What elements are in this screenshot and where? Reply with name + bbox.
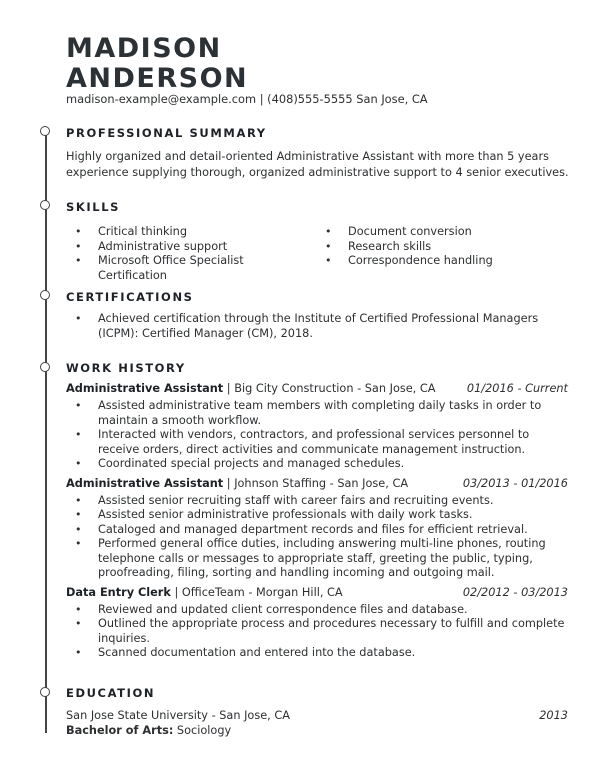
- skills-list-right: [316, 225, 566, 283]
- section-title: WORK HISTORY: [66, 361, 186, 375]
- timeline-node-icon: [40, 687, 50, 697]
- job-bullet: • Assisted senior administrative professionals with daily work tasks.: [66, 508, 570, 523]
- job-role: Administrative Assistant: [66, 382, 224, 395]
- timeline-node-icon: [40, 126, 50, 136]
- skill-item: • Research skills: [316, 240, 566, 255]
- job-bullets: [66, 603, 570, 661]
- job-bullet: • Assisted administrative team members with completing daily tasks in order to maintain a smooth workflow.: [66, 399, 570, 428]
- job-bullet: • Assisted senior recruiting staff with career fairs and recruiting events.: [66, 494, 570, 509]
- job-bullets: [66, 494, 570, 581]
- job-bullet: • Outlined the appropriate process and procedures necessary to fulfill and complete inquiries.: [66, 617, 570, 646]
- section-title: PROFESSIONAL SUMMARY: [66, 126, 267, 140]
- professional-summary-section: [66, 125, 570, 181]
- degree-label: Bachelor of Arts:: [66, 724, 174, 737]
- work-history-section: [66, 360, 570, 661]
- summary-text: Highly organized and detail-oriented Administrative Assistant with more than 5 years experience supplying thorough, organized administrative support to 4 senior executives.: [66, 150, 569, 179]
- timeline-node-icon: [40, 290, 50, 300]
- job-entry: [66, 585, 570, 661]
- degree-field: Sociology: [173, 724, 232, 737]
- job-bullet: • Scanned documentation and entered into the database.: [66, 646, 570, 661]
- skills-section: [66, 199, 570, 283]
- job-entry: [66, 381, 570, 472]
- graduation-year: 2013: [539, 709, 568, 722]
- job-bullet: • Coordinated special projects and managed schedules.: [66, 457, 570, 472]
- school-name: San Jose State University - San Jose, CA: [66, 709, 290, 722]
- job-company: | Johnson Staffing - San Jose, CA: [223, 476, 409, 490]
- section-title: EDUCATION: [66, 686, 156, 700]
- job-role: Administrative Assistant: [66, 476, 224, 490]
- section-title: CERTIFICATIONS: [66, 290, 194, 304]
- job-bullets: [66, 399, 570, 472]
- candidate-name: [66, 34, 248, 94]
- job-dates: 01/2016 - Current: [466, 382, 568, 395]
- job-dates: 02/2012 - 03/2013: [462, 585, 568, 599]
- job-bullet: • Reviewed and updated client correspondence files and database.: [66, 603, 570, 618]
- certifications-section: [66, 289, 570, 341]
- skill-item: • Microsoft Office Specialist Certification: [66, 254, 316, 283]
- last-name: ANDERSON: [66, 63, 249, 94]
- timeline-node-icon: [40, 362, 50, 372]
- education-section: [66, 685, 570, 738]
- skill-item: • Document conversion: [316, 225, 566, 240]
- first-name: MADISON: [66, 33, 222, 64]
- job-bullet: • Interacted with vendors, contractors, and professional services personnel to receive orders, direct activities and communicate management instruction.: [66, 428, 570, 457]
- timeline-node-icon: [40, 200, 50, 210]
- job-company: | OfficeTeam - Morgan Hill, CA: [170, 585, 343, 599]
- section-title: SKILLS: [66, 200, 121, 214]
- job-company: | Big City Construction - San Jose, CA: [223, 382, 436, 395]
- certifications-list: [66, 312, 570, 341]
- job-entry: [66, 476, 570, 581]
- skill-item: • Critical thinking: [66, 225, 316, 240]
- certification-item: • Achieved certification through the Institute of Certified Professional Managers (ICPM): Certified Manager (CM), 2018.: [66, 312, 570, 341]
- job-role: Data Entry Clerk: [66, 585, 171, 599]
- skills-list-left: [66, 225, 316, 283]
- job-dates: 03/2013 - 01/2016: [462, 476, 568, 490]
- job-bullet: • Cataloged and managed department records and files for efficient retrieval.: [66, 523, 570, 538]
- contact-info: madison-example@example.com | (408)555-5555 San Jose, CA: [66, 92, 428, 106]
- timeline-line: [45, 131, 47, 733]
- skill-item: • Administrative support: [66, 240, 316, 255]
- job-bullet: • Performed general office duties, including answering multi-line phones, routing telephone calls or messages to appropriate staff, greeting the public, typing, proofreading, filing, sorting and handling incoming and outgoing mail.: [66, 537, 570, 581]
- skill-item: • Correspondence handling: [316, 254, 566, 269]
